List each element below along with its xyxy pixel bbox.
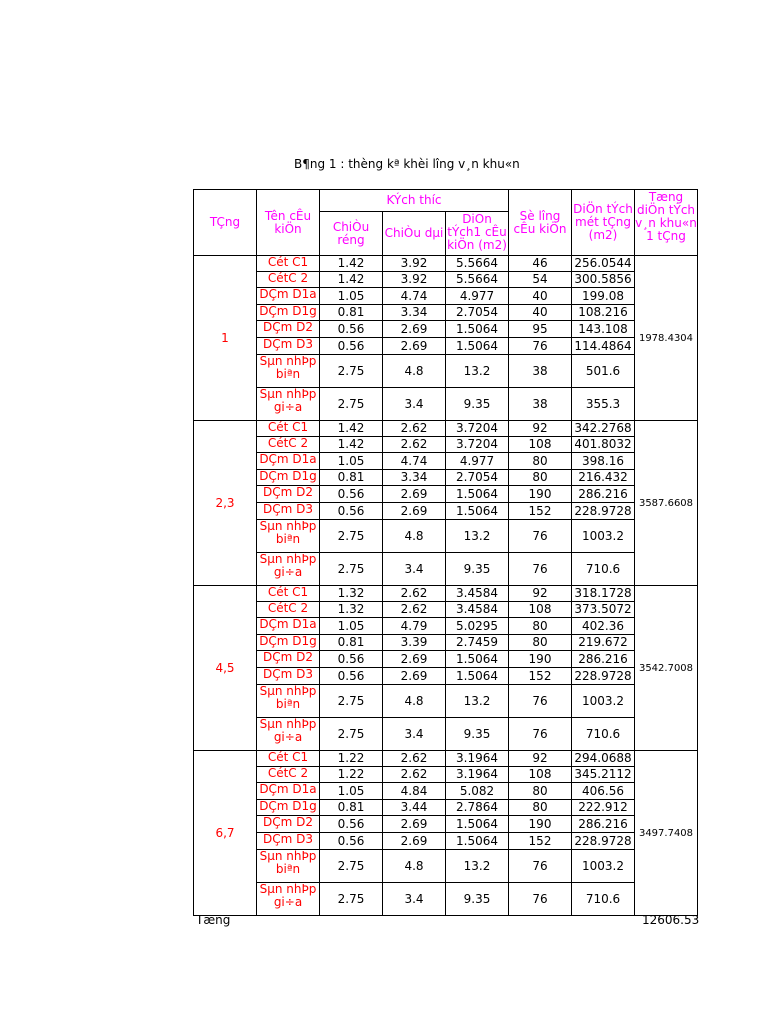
floor-area-cell: 286.216 [572, 651, 635, 668]
length-cell: 3.4 [383, 388, 446, 421]
count-cell: 76 [509, 850, 572, 883]
area-cell: 1.5064 [446, 816, 509, 833]
area-cell: 13.2 [446, 685, 509, 718]
header-area1 [446, 212, 509, 256]
count-cell: 54 [509, 272, 572, 288]
width-cell: 2.75 [320, 718, 383, 751]
floor-total-cell: 3587.6608 [635, 421, 698, 586]
count-cell: 108 [509, 437, 572, 453]
area-cell: 1.5064 [446, 668, 509, 685]
floor-area-cell: 294.0688 [572, 751, 635, 767]
count-cell: 76 [509, 553, 572, 586]
formwork-table [193, 189, 698, 916]
count-cell: 95 [509, 321, 572, 338]
count-cell: 152 [509, 668, 572, 685]
area-cell: 2.7054 [446, 470, 509, 486]
count-cell: 92 [509, 586, 572, 602]
component-name-cell [257, 553, 320, 586]
length-cell: 3.34 [383, 470, 446, 486]
length-cell: 3.4 [383, 718, 446, 751]
count-cell: 80 [509, 635, 572, 651]
component-name: CétC 2 [267, 767, 309, 780]
component-name: DÇm D3 [263, 503, 313, 516]
floor-area-cell: 256.0544 [572, 256, 635, 272]
length-cell: 2.69 [383, 651, 446, 668]
count-cell: 190 [509, 816, 572, 833]
area-cell: 3.4584 [446, 602, 509, 618]
length-cell: 2.62 [383, 767, 446, 783]
component-name-cell [257, 800, 320, 816]
area-cell: 13.2 [446, 520, 509, 553]
width-cell: 2.75 [320, 883, 383, 916]
component-name: DÇm D3 [263, 668, 313, 681]
footer-total-value: 12606.53 [642, 913, 700, 927]
component-name: DÇm D1g [259, 305, 317, 318]
floor-area-cell: 1003.2 [572, 520, 635, 553]
component-name-cell [257, 718, 320, 751]
component-name: Cét C1 [267, 586, 309, 599]
table-row [194, 751, 698, 767]
table-row [194, 321, 698, 338]
table-row [194, 651, 698, 668]
width-cell: 0.56 [320, 338, 383, 355]
floor-area-cell: 219.672 [572, 635, 635, 651]
header-floor: TÇng [194, 190, 257, 256]
table-row [194, 767, 698, 783]
component-name: Cét C1 [267, 751, 309, 764]
area-cell: 1.5064 [446, 833, 509, 850]
area-cell: 3.7204 [446, 437, 509, 453]
floor-area-cell: 222.912 [572, 800, 635, 816]
floor-area-cell: 406.56 [572, 783, 635, 800]
length-cell: 2.69 [383, 338, 446, 355]
component-name: Sµn nhÞp gi÷a [259, 883, 317, 909]
table-row [194, 486, 698, 503]
count-cell: 76 [509, 883, 572, 916]
area-cell: 13.2 [446, 355, 509, 388]
table-row [194, 783, 698, 800]
width-cell: 0.56 [320, 816, 383, 833]
component-name: DÇm D1g [259, 635, 317, 648]
count-cell: 76 [509, 520, 572, 553]
table-row [194, 437, 698, 453]
component-name-cell [257, 470, 320, 486]
component-name: CétC 2 [267, 272, 309, 285]
table-row [194, 453, 698, 470]
area-cell: 9.35 [446, 553, 509, 586]
count-cell: 38 [509, 355, 572, 388]
table-row [194, 586, 698, 602]
table-row [194, 685, 698, 718]
width-cell: 2.75 [320, 520, 383, 553]
width-cell: 1.42 [320, 272, 383, 288]
width-cell: 1.32 [320, 602, 383, 618]
component-name: Cét C1 [267, 421, 309, 434]
width-cell: 1.42 [320, 437, 383, 453]
count-cell: 92 [509, 751, 572, 767]
component-name: DÇm D1a [259, 453, 317, 466]
length-cell: 3.4 [383, 553, 446, 586]
width-cell: 0.56 [320, 651, 383, 668]
component-name-cell [257, 321, 320, 338]
width-cell: 1.42 [320, 256, 383, 272]
length-cell: 4.74 [383, 453, 446, 470]
length-cell: 2.62 [383, 421, 446, 437]
component-name-cell [257, 486, 320, 503]
length-cell: 2.69 [383, 321, 446, 338]
area-cell: 5.082 [446, 783, 509, 800]
floor-area-cell: 342.2768 [572, 421, 635, 437]
area-cell: 3.1964 [446, 751, 509, 767]
component-name: CétC 2 [267, 602, 309, 615]
floor-area-cell: 108.216 [572, 305, 635, 321]
component-name: Cét C1 [267, 256, 309, 269]
component-name: DÇm D2 [263, 651, 313, 664]
component-name: DÇm D3 [263, 338, 313, 351]
component-name: DÇm D2 [263, 816, 313, 829]
area-cell: 5.5664 [446, 272, 509, 288]
length-cell: 3.39 [383, 635, 446, 651]
length-cell: 4.8 [383, 520, 446, 553]
floor-total-cell: 3497.7408 [635, 751, 698, 916]
component-name: DÇm D1a [259, 783, 317, 796]
length-cell: 3.92 [383, 256, 446, 272]
component-name-cell [257, 288, 320, 305]
table-row [194, 602, 698, 618]
table-row [194, 800, 698, 816]
width-cell: 2.75 [320, 388, 383, 421]
floor-area-cell: 398.16 [572, 453, 635, 470]
component-name-cell [257, 635, 320, 651]
length-cell: 2.69 [383, 486, 446, 503]
component-name-cell [257, 751, 320, 767]
length-cell: 2.69 [383, 668, 446, 685]
floor-area-cell: 143.108 [572, 321, 635, 338]
header-total-area-text: Tæng diÖn tÝch v¸n khu«n 1 tÇng [635, 190, 697, 243]
floor-total-cell: 1978.4304 [635, 256, 698, 421]
width-cell: 0.56 [320, 668, 383, 685]
length-cell: 3.92 [383, 272, 446, 288]
header-count: Sè lîng cÊu kiÖn [509, 190, 572, 256]
floor-area-cell: 710.6 [572, 718, 635, 751]
area-cell: 2.7054 [446, 305, 509, 321]
area-cell: 9.35 [446, 883, 509, 916]
header-total-area [635, 190, 698, 256]
width-cell: 2.75 [320, 850, 383, 883]
width-cell: 2.75 [320, 355, 383, 388]
count-cell: 152 [509, 503, 572, 520]
floor-area-cell: 286.216 [572, 486, 635, 503]
header-length: ChiÒu dµi [383, 212, 446, 256]
floor-area-cell: 300.5856 [572, 272, 635, 288]
width-cell: 1.05 [320, 783, 383, 800]
area-cell: 3.1964 [446, 767, 509, 783]
count-cell: 152 [509, 833, 572, 850]
table-row [194, 470, 698, 486]
floor-area-cell: 318.1728 [572, 586, 635, 602]
table-row [194, 256, 698, 272]
floor-area-cell: 228.9728 [572, 668, 635, 685]
component-name-cell [257, 602, 320, 618]
component-name-cell [257, 256, 320, 272]
width-cell: 0.81 [320, 470, 383, 486]
table-row [194, 635, 698, 651]
width-cell: 0.56 [320, 503, 383, 520]
component-name-cell [257, 520, 320, 553]
table-row [194, 816, 698, 833]
length-cell: 4.74 [383, 288, 446, 305]
count-cell: 46 [509, 256, 572, 272]
count-cell: 92 [509, 421, 572, 437]
component-name-cell [257, 272, 320, 288]
width-cell: 1.22 [320, 751, 383, 767]
floor-area-cell: 710.6 [572, 553, 635, 586]
floor-area-cell: 228.9728 [572, 503, 635, 520]
count-cell: 76 [509, 718, 572, 751]
count-cell: 80 [509, 453, 572, 470]
component-name: Sµn nhÞp biªn [259, 685, 317, 711]
count-cell: 38 [509, 388, 572, 421]
component-name-cell [257, 421, 320, 437]
floor-area-cell: 373.5072 [572, 602, 635, 618]
floor-area-cell: 114.4864 [572, 338, 635, 355]
floor-area-cell: 286.216 [572, 816, 635, 833]
component-name-cell [257, 651, 320, 668]
floor-cell: 4,5 [194, 586, 257, 751]
table-row [194, 883, 698, 916]
component-name: DÇm D2 [263, 321, 313, 334]
component-name: DÇm D1a [259, 288, 317, 301]
length-cell: 4.8 [383, 850, 446, 883]
count-cell: 80 [509, 470, 572, 486]
length-cell: 2.69 [383, 816, 446, 833]
area-cell: 4.977 [446, 453, 509, 470]
count-cell: 76 [509, 338, 572, 355]
count-cell: 190 [509, 651, 572, 668]
floor-cell: 6,7 [194, 751, 257, 916]
width-cell: 2.75 [320, 685, 383, 718]
table-row [194, 553, 698, 586]
table-row [194, 272, 698, 288]
area-cell: 1.5064 [446, 338, 509, 355]
count-cell: 190 [509, 486, 572, 503]
component-name-cell [257, 816, 320, 833]
area-cell: 13.2 [446, 850, 509, 883]
component-name-cell [257, 618, 320, 635]
table-row [194, 355, 698, 388]
component-name-cell [257, 338, 320, 355]
table-row [194, 618, 698, 635]
length-cell: 4.8 [383, 355, 446, 388]
component-name-cell [257, 437, 320, 453]
width-cell: 1.22 [320, 767, 383, 783]
length-cell: 2.62 [383, 437, 446, 453]
table-body [194, 256, 698, 916]
table-row [194, 388, 698, 421]
count-cell: 40 [509, 288, 572, 305]
component-name: CétC 2 [267, 437, 309, 450]
component-name: Sµn nhÞp gi÷a [259, 718, 317, 744]
component-name-cell [257, 767, 320, 783]
floor-area-cell: 216.432 [572, 470, 635, 486]
count-cell: 108 [509, 602, 572, 618]
length-cell: 4.8 [383, 685, 446, 718]
area-cell: 4.977 [446, 288, 509, 305]
area-cell: 9.35 [446, 388, 509, 421]
width-cell: 0.81 [320, 800, 383, 816]
component-name-cell [257, 355, 320, 388]
component-name: Sµn nhÞp gi÷a [259, 388, 317, 414]
width-cell: 1.42 [320, 421, 383, 437]
component-name-cell [257, 850, 320, 883]
area-cell: 1.5064 [446, 486, 509, 503]
width-cell: 0.81 [320, 305, 383, 321]
floor-area-cell: 401.8032 [572, 437, 635, 453]
header-width: ChiÒu réng [320, 212, 383, 256]
floor-total-cell: 3542.7008 [635, 586, 698, 751]
count-cell: 108 [509, 767, 572, 783]
component-name-cell [257, 503, 320, 520]
table-title: B¶ng 1 : thèng kª khèi lîng v¸n khu«n [294, 157, 520, 171]
width-cell: 2.75 [320, 553, 383, 586]
header-area-floor: DiÖn tÝch mét tÇng (m2) [572, 190, 635, 256]
area-cell: 5.0295 [446, 618, 509, 635]
component-name: DÇm D1g [259, 470, 317, 483]
area-cell: 2.7459 [446, 635, 509, 651]
table-row [194, 850, 698, 883]
component-name-cell [257, 388, 320, 421]
table-row [194, 520, 698, 553]
length-cell: 4.84 [383, 783, 446, 800]
width-cell: 1.32 [320, 586, 383, 602]
component-name-cell [257, 685, 320, 718]
component-name-cell [257, 586, 320, 602]
area-cell: 3.4584 [446, 586, 509, 602]
table-row [194, 305, 698, 321]
component-name-cell [257, 783, 320, 800]
header-component: Tên cÊu kiÖn [257, 190, 320, 256]
table-row [194, 503, 698, 520]
floor-area-cell: 1003.2 [572, 850, 635, 883]
component-name-cell [257, 305, 320, 321]
floor-area-cell: 345.2112 [572, 767, 635, 783]
area-cell: 3.7204 [446, 421, 509, 437]
component-name-cell [257, 883, 320, 916]
length-cell: 2.69 [383, 503, 446, 520]
floor-area-cell: 355.3 [572, 388, 635, 421]
component-name: DÇm D2 [263, 486, 313, 499]
component-name: Sµn nhÞp biªn [259, 850, 317, 876]
table-row [194, 288, 698, 305]
floor-area-cell: 402.36 [572, 618, 635, 635]
width-cell: 0.56 [320, 833, 383, 850]
component-name: DÇm D1g [259, 800, 317, 813]
count-cell: 80 [509, 783, 572, 800]
width-cell: 0.56 [320, 486, 383, 503]
width-cell: 1.05 [320, 618, 383, 635]
width-cell: 0.56 [320, 321, 383, 338]
area-cell: 9.35 [446, 718, 509, 751]
table-row [194, 833, 698, 850]
floor-area-cell: 710.6 [572, 883, 635, 916]
floor-cell: 2,3 [194, 421, 257, 586]
component-name: DÇm D3 [263, 833, 313, 846]
length-cell: 3.4 [383, 883, 446, 916]
width-cell: 1.05 [320, 453, 383, 470]
floor-cell: 1 [194, 256, 257, 421]
component-name: Sµn nhÞp biªn [259, 355, 317, 381]
footer-total-label: Tæng [196, 913, 231, 927]
component-name: DÇm D1a [259, 618, 317, 631]
length-cell: 2.62 [383, 602, 446, 618]
count-cell: 80 [509, 618, 572, 635]
count-cell: 40 [509, 305, 572, 321]
component-name: Sµn nhÞp gi÷a [259, 553, 317, 579]
length-cell: 3.44 [383, 800, 446, 816]
component-name: Sµn nhÞp biªn [259, 520, 317, 546]
floor-area-cell: 228.9728 [572, 833, 635, 850]
table-row [194, 718, 698, 751]
length-cell: 4.79 [383, 618, 446, 635]
area-cell: 1.5064 [446, 503, 509, 520]
length-cell: 3.34 [383, 305, 446, 321]
area-cell: 1.5064 [446, 321, 509, 338]
width-cell: 0.81 [320, 635, 383, 651]
area-cell: 1.5064 [446, 651, 509, 668]
length-cell: 2.69 [383, 833, 446, 850]
header-area1-text: DiÖn tÝch1 cÊu kiÖn (m2) [447, 212, 507, 252]
table-row [194, 668, 698, 685]
count-cell: 80 [509, 800, 572, 816]
floor-area-cell: 1003.2 [572, 685, 635, 718]
width-cell: 1.05 [320, 288, 383, 305]
table-row [194, 338, 698, 355]
area-cell: 2.7864 [446, 800, 509, 816]
length-cell: 2.62 [383, 586, 446, 602]
header-dimensions: KÝch thíc [320, 190, 509, 212]
component-name-cell [257, 453, 320, 470]
area-cell: 5.5664 [446, 256, 509, 272]
table-row [194, 421, 698, 437]
component-name-cell [257, 668, 320, 685]
count-cell: 76 [509, 685, 572, 718]
floor-area-cell: 501.6 [572, 355, 635, 388]
component-name-cell [257, 833, 320, 850]
length-cell: 2.62 [383, 751, 446, 767]
floor-area-cell: 199.08 [572, 288, 635, 305]
